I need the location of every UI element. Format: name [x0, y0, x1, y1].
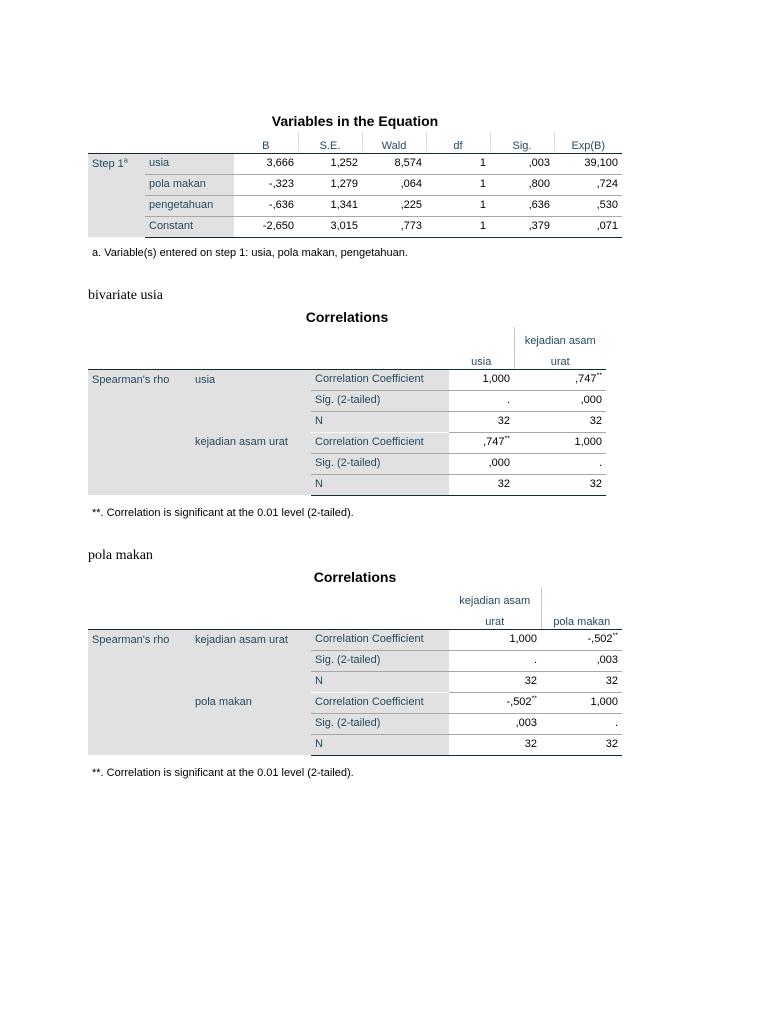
method-label: Spearman's rho: [88, 369, 191, 495]
table-row: [88, 174, 622, 195]
col-header-sig: Sig.: [490, 132, 554, 153]
cell: 1: [426, 216, 490, 237]
col-header-wald: Wald: [362, 132, 426, 153]
cell: 32: [449, 411, 514, 432]
header-row: [88, 587, 622, 608]
table3-footnote: **. Correlation is significant at the 0.01 level (2-tailed).: [92, 767, 354, 779]
header-row: [88, 608, 622, 629]
cell: ,636: [490, 195, 554, 216]
cell: 32: [514, 474, 606, 495]
col-header-kejadian-line2: urat: [514, 348, 606, 369]
stat-label: Sig. (2-tailed): [311, 453, 449, 474]
col-header-df: df: [426, 132, 490, 153]
cell: 1,000: [449, 369, 514, 390]
header-row: [88, 348, 606, 369]
stat-label: N: [311, 734, 449, 755]
table2-footnote: **. Correlation is significant at the 0.01 level (2-tailed).: [92, 507, 354, 519]
stat-label: N: [311, 474, 449, 495]
cell: -,502**: [541, 629, 622, 650]
cell: ,747**: [449, 432, 514, 453]
col-header-b: B: [234, 132, 298, 153]
stat-label: N: [311, 411, 449, 432]
cell: 1: [426, 153, 490, 174]
col-header-expb: Exp(B): [554, 132, 622, 153]
col-header-kejadian-line1: kejadian asam: [459, 595, 531, 607]
cell: ,000: [514, 390, 606, 411]
cell: -2,650: [234, 216, 298, 237]
table-row: [88, 216, 622, 237]
stat-label: Correlation Coefficient: [311, 629, 449, 650]
cell: ,747**: [514, 369, 606, 390]
cell: .: [541, 713, 622, 734]
cell: -,636: [234, 195, 298, 216]
cell: ,225: [362, 195, 426, 216]
cell: 8,574: [362, 153, 426, 174]
row-label: usia: [145, 153, 234, 174]
var-label-kejadian: kejadian asam urat: [191, 629, 311, 692]
cell: 1,000: [514, 432, 606, 453]
var-label-kejadian: kejadian asam urat: [191, 432, 311, 495]
cell: -,323: [234, 174, 298, 195]
table3-title: Correlations: [313, 569, 397, 585]
var-label-usia: usia: [191, 369, 311, 432]
cell: 1,341: [298, 195, 362, 216]
correlations-table-usia: [88, 327, 606, 496]
cell: 32: [541, 671, 622, 692]
var-label-pola-makan: pola makan: [191, 692, 311, 755]
stat-label: Correlation Coefficient: [311, 692, 449, 713]
cell: ,773: [362, 216, 426, 237]
stat-label: Correlation Coefficient: [311, 432, 449, 453]
cell: ,800: [490, 174, 554, 195]
cell: 3,015: [298, 216, 362, 237]
cell: 32: [449, 671, 541, 692]
cell: .: [514, 453, 606, 474]
col-header-usia: usia: [449, 348, 514, 369]
cell: 32: [514, 411, 606, 432]
col-header-pola-makan: pola makan: [541, 608, 622, 629]
cell: ,003: [490, 153, 554, 174]
table-row: [88, 629, 622, 650]
cell: ,071: [554, 216, 622, 237]
cell: 1,279: [298, 174, 362, 195]
cell: ,003: [449, 713, 541, 734]
row-label: Constant: [145, 216, 234, 237]
row-label: pengetahuan: [145, 195, 234, 216]
cell: 1,252: [298, 153, 362, 174]
table-row: [88, 195, 622, 216]
cell: ,064: [362, 174, 426, 195]
step-label: Step 1$^a$: [88, 153, 145, 237]
table-row: [88, 153, 622, 174]
cell: 1: [426, 195, 490, 216]
cell: 32: [449, 474, 514, 495]
cell: ,530: [554, 195, 622, 216]
cell: 3,666: [234, 153, 298, 174]
cell: 1,000: [449, 629, 541, 650]
cell: ,003: [541, 650, 622, 671]
cell: 39,100: [554, 153, 622, 174]
cell: 1: [426, 174, 490, 195]
col-header-kejadian-line1: kejadian asam: [514, 327, 606, 348]
cell: ,000: [449, 453, 514, 474]
stat-label: Sig. (2-tailed): [311, 713, 449, 734]
correlations-table-pola-makan: [88, 587, 622, 756]
table1-title: Variables in the Equation: [271, 113, 439, 129]
row-label: pola makan: [145, 174, 234, 195]
col-header-se: S.E.: [298, 132, 362, 153]
variables-in-equation-table: [88, 132, 622, 238]
cell: 1,000: [541, 692, 622, 713]
cell: ,724: [554, 174, 622, 195]
cell: 32: [449, 734, 541, 755]
table2-title: Correlations: [305, 309, 389, 325]
method-label: Spearman's rho: [88, 629, 191, 755]
cell: 32: [541, 734, 622, 755]
section-heading-pola-makan: pola makan: [88, 548, 153, 563]
header-row: [88, 132, 622, 153]
cell: .: [449, 650, 541, 671]
cell: ,379: [490, 216, 554, 237]
col-header-kejadian-line2: urat: [449, 608, 541, 629]
stat-label: Sig. (2-tailed): [311, 650, 449, 671]
stat-label: N: [311, 671, 449, 692]
cell: -,502**: [449, 692, 541, 713]
table1-footnote: a. Variable(s) entered on step 1: usia, pola makan, pengetahuan.: [92, 247, 408, 259]
table-row: [88, 369, 606, 390]
stat-label: Correlation Coefficient: [311, 369, 449, 390]
section-heading-bivariate-usia: bivariate usia: [88, 288, 164, 303]
cell: .: [449, 390, 514, 411]
header-row: [88, 327, 606, 348]
stat-label: Sig. (2-tailed): [311, 390, 449, 411]
